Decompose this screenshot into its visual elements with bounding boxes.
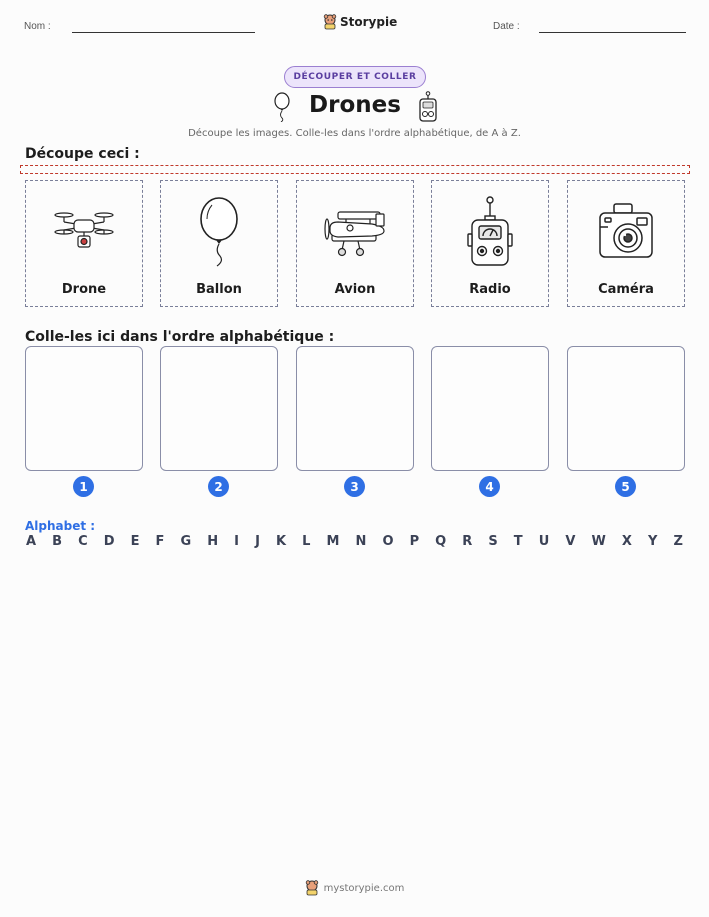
card-word: Avion — [334, 282, 376, 297]
name-label: Nom : — [24, 21, 51, 32]
alphabet-letter: B — [52, 534, 63, 549]
cut-card-avion[interactable] — [296, 180, 414, 307]
camera-icon — [596, 201, 656, 263]
alphabet-letter: A — [26, 534, 37, 549]
instructions: Découpe les images. Colle-les dans l'ordre alphabétique, de A à Z. — [188, 128, 521, 139]
paste-box-1[interactable] — [25, 346, 143, 471]
storypie-mascot-icon — [305, 880, 319, 896]
alphabet-letter: Y — [647, 534, 658, 549]
balloon-deco-icon — [273, 92, 291, 122]
number-badge-2: 2 — [208, 476, 229, 497]
airplane-icon — [322, 204, 388, 260]
alphabet-letter: E — [130, 534, 140, 549]
balloon-icon — [197, 197, 241, 267]
alphabet-letter: L — [302, 534, 311, 549]
cut-line — [20, 165, 690, 174]
alphabet-row — [26, 534, 683, 549]
date-line — [539, 32, 686, 33]
alphabet-letter: F — [155, 534, 165, 549]
cut-card-drone[interactable] — [25, 180, 143, 307]
alphabet-letter: M — [326, 534, 340, 549]
footer-site: mystorypie.com — [323, 882, 405, 894]
drone-icon — [52, 210, 116, 254]
alphabet-letter: K — [275, 534, 287, 549]
alphabet-heading: Alphabet : — [25, 519, 96, 533]
alphabet-letter: G — [180, 534, 192, 549]
alphabet-letter: U — [538, 534, 550, 549]
card-word: Drone — [61, 282, 107, 297]
card-word: Caméra — [598, 282, 654, 297]
date-label: Date : — [493, 21, 520, 32]
alphabet-letter: T — [513, 534, 523, 549]
paste-box-5[interactable] — [567, 346, 685, 471]
alphabet-letter: W — [591, 534, 606, 549]
alphabet-letter: N — [355, 534, 367, 549]
alphabet-letter: Z — [673, 534, 683, 549]
paste-box-4[interactable] — [431, 346, 549, 471]
brand-name: Storypie — [340, 15, 398, 29]
activity-badge: DÉCOUPER ET COLLER — [284, 66, 426, 88]
alphabet-letter: Q — [435, 534, 447, 549]
alphabet-letter: R — [462, 534, 473, 549]
paste-box-2[interactable] — [160, 346, 278, 471]
name-line — [72, 32, 255, 33]
page-title: Drones — [309, 92, 401, 118]
cut-card-camera[interactable] — [567, 180, 685, 307]
paste-heading: Colle-les ici dans l'ordre alphabétique : — [25, 329, 335, 345]
alphabet-letter: X — [621, 534, 632, 549]
alphabet-letter: J — [255, 534, 260, 549]
alphabet-letter: O — [382, 534, 394, 549]
cut-card-ballon[interactable] — [160, 180, 278, 307]
storypie-mascot-icon — [323, 14, 337, 30]
alphabet-letter: D — [103, 534, 115, 549]
footer — [0, 880, 709, 896]
alphabet-letter: I — [234, 534, 240, 549]
paste-box-3[interactable] — [296, 346, 414, 471]
alphabet-letter: H — [207, 534, 219, 549]
card-word: Radio — [469, 282, 511, 297]
number-badge-4: 4 — [479, 476, 500, 497]
alphabet-letter: V — [565, 534, 576, 549]
number-badge-3: 3 — [344, 476, 365, 497]
radio-deco-icon — [417, 91, 439, 123]
alphabet-letter: C — [78, 534, 88, 549]
cut-heading: Découpe ceci : — [25, 146, 140, 162]
card-word: Ballon — [196, 282, 242, 297]
brand-logo — [323, 14, 397, 30]
number-badge-1: 1 — [73, 476, 94, 497]
alphabet-letter: S — [488, 534, 498, 549]
radio-icon — [465, 196, 515, 268]
cut-card-radio[interactable] — [431, 180, 549, 307]
number-badge-5: 5 — [615, 476, 636, 497]
alphabet-letter: P — [409, 534, 420, 549]
